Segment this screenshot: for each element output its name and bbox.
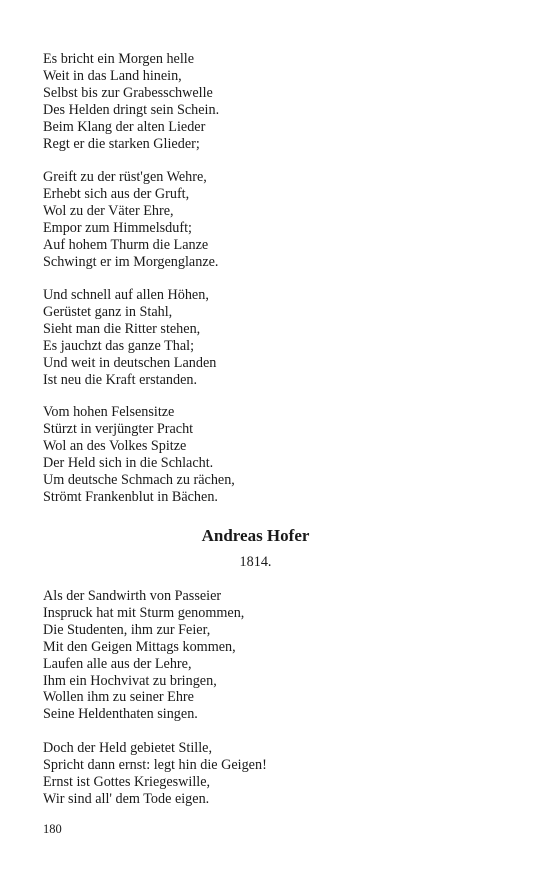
verse-line: Der Held sich in die Schlacht. [43, 454, 214, 471]
verse-line: Selbst bis zur Grabesschwelle [43, 84, 213, 101]
verse-line: Wol zu der Väter Ehre, [43, 202, 174, 219]
verse-line: Weit in das Land hinein, [43, 67, 182, 84]
verse-line: Es jauchzt das ganze Thal; [43, 337, 195, 354]
verse-line: Inspruck hat mit Sturm genommen, [43, 604, 245, 621]
verse-line: Um deutsche Schmach zu rächen, [43, 471, 235, 488]
verse-line: Wollen ihm zu seiner Ehre [43, 689, 194, 706]
hofer-stanza-1 [43, 588, 244, 723]
verse-line: Schwingt er im Morgenglanze. [43, 253, 219, 270]
verse-line: Als der Sandwirth von Passeier [43, 588, 222, 604]
stanza-4 [43, 404, 235, 505]
stanza-3 [43, 287, 216, 388]
verse-line: Und schnell auf allen Höhen, [43, 287, 209, 303]
verse-line: Beim Klang der alten Lieder [43, 118, 206, 135]
verse-line: Spricht dann ernst: legt hin die Geigen! [43, 756, 267, 773]
verse-line: Ist neu die Kraft erstanden. [43, 371, 198, 388]
hofer-stanza-2 [43, 740, 267, 808]
verse-line: Empor zum Himmelsduft; [43, 219, 192, 236]
verse-line: Regt er die starken Glieder; [43, 135, 200, 152]
verse-line: Greift zu der rüst'gen Wehre, [43, 169, 207, 185]
verse-line: Sieht man die Ritter stehen, [43, 320, 201, 337]
verse-line: Und weit in deutschen Landen [43, 354, 217, 371]
stanza-1 [43, 51, 219, 152]
verse-line: Vom hohen Felsensitze [43, 404, 175, 420]
verse-line: Mit den Geigen Mittags kommen, [43, 638, 236, 655]
verse-line: Auf hohem Thurm die Lanze [43, 236, 209, 253]
verse-line: Stürzt in verjüngter Pracht [43, 420, 194, 437]
poem-title: Andreas Hofer [201, 526, 310, 545]
verse-line: Wir sind all' dem Tode eigen. [43, 790, 210, 807]
poem-year: 1814. [239, 554, 272, 570]
verse-line: Die Studenten, ihm zur Feier, [43, 621, 211, 638]
verse-line: Strömt Frankenblut in Bächen. [43, 488, 218, 505]
verse-line: Wol an des Volkes Spitze [43, 437, 187, 454]
verse-line: Ihm ein Hochvivat zu bringen, [43, 672, 217, 689]
verse-line: Erhebt sich aus der Gruft, [43, 185, 190, 202]
verse-line: Doch der Held gebietet Stille, [43, 740, 213, 756]
page-number: 180 [43, 822, 62, 836]
verse-line: Seine Heldenthaten singen. [43, 706, 198, 723]
verse-line: Laufen alle aus der Lehre, [43, 655, 192, 672]
verse-line: Ernst ist Gottes Kriegeswille, [43, 773, 211, 790]
verse-line: Gerüstet ganz in Stahl, [43, 303, 173, 320]
verse-line: Des Helden dringt sein Schein. [43, 101, 220, 118]
stanza-2 [43, 169, 218, 270]
verse-line: Es bricht ein Morgen helle [43, 51, 195, 67]
